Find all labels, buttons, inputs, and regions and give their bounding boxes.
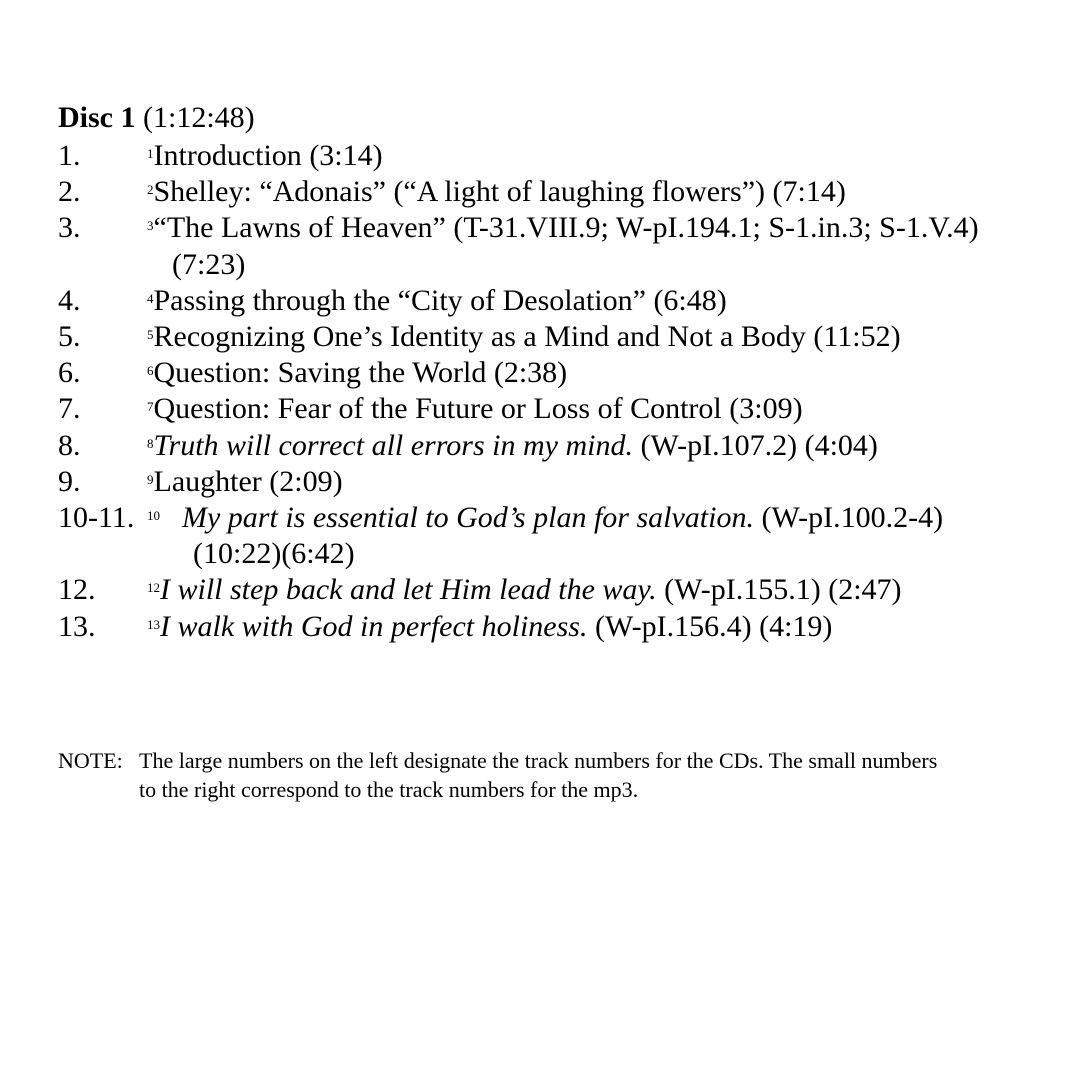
- cd-track-number: 8.: [58, 428, 81, 462]
- track-row: [58, 210, 1068, 282]
- track-row: [58, 138, 1068, 174]
- cd-track-number: 12.: [58, 573, 96, 607]
- cd-track-number: 1.: [58, 139, 81, 172]
- mp3-track-number: 9: [147, 471, 154, 487]
- cd-track-number: 6.: [58, 356, 81, 390]
- track-details: (3:09): [721, 392, 803, 426]
- track-title: “The Lawns of Heaven”: [153, 211, 446, 245]
- mp3-track-number: 1: [147, 146, 154, 161]
- track-title: I will step back and let Him lead the way.: [160, 573, 657, 607]
- track-details: (6:48): [645, 283, 727, 317]
- track-row: [58, 283, 1068, 319]
- track-row: [58, 174, 1068, 210]
- cd-track-number: 10-11.: [58, 501, 135, 535]
- track-row: [58, 319, 1068, 355]
- track-title: I walk with God in perfect holiness.: [160, 609, 588, 643]
- track-details: (W-pI.107.2) (4:04): [632, 428, 878, 462]
- track-row: [58, 391, 1068, 427]
- note-line-1: The large numbers on the left designate the track numbers for the CDs. The small numbers: [139, 748, 938, 773]
- track-list: [58, 138, 1068, 645]
- track-details: (W-pI.156.4) (4:19): [587, 609, 833, 643]
- mp3-track-number: 13: [147, 616, 160, 632]
- cd-track-number: 3.: [58, 211, 81, 245]
- mp3-track-number: 3: [147, 218, 154, 234]
- track-title: Passing through the “City of Desolation”: [153, 283, 646, 317]
- mp3-track-number: 2: [147, 182, 154, 198]
- cd-track-number: 9.: [58, 464, 81, 498]
- track-row: [58, 464, 1068, 500]
- track-details: (2:38): [486, 356, 568, 390]
- track-title: Truth will correct all errors in my mind.: [153, 428, 633, 462]
- mp3-track-number: 12: [147, 580, 160, 596]
- disc-duration: (1:12:48): [143, 101, 255, 134]
- note: [58, 746, 1058, 804]
- track-row: [58, 428, 1068, 464]
- cd-track-number: 4.: [58, 283, 81, 317]
- track-title: Laughter: [153, 464, 262, 498]
- track-row: [58, 609, 1068, 645]
- disc-label: Disc 1: [58, 101, 136, 134]
- cd-track-number: 7.: [58, 392, 81, 426]
- mp3-track-number: 4: [147, 290, 154, 306]
- track-title: Shelley: “Adonais” (“A light of laughing flowers”): [153, 175, 766, 209]
- track-details: (T-31.VIII.9; W-pI.194.1; S-1.in.3; S-1.V.4): [445, 211, 979, 245]
- mp3-track-number: 6: [147, 363, 154, 379]
- mp3-track-number: 5: [147, 327, 154, 343]
- track-details: (2:09): [261, 464, 343, 498]
- track-title: My part is essential to God’s plan for salvation.: [182, 501, 754, 535]
- mp3-track-number: 7: [147, 399, 154, 415]
- track-title: Introduction: [153, 139, 302, 172]
- mp3-track-number: 10: [147, 508, 160, 524]
- cd-track-number: 2.: [58, 175, 81, 209]
- cd-track-number: 13.: [58, 609, 96, 643]
- track-row: [58, 355, 1068, 391]
- track-details: (W-pI.100.2-4): [753, 501, 944, 535]
- note-line-2: to the right correspond to the track numbers for the mp3.: [139, 777, 639, 802]
- track-title: Question: Fear of the Future or Loss of Control: [153, 392, 722, 426]
- track-row: [58, 572, 1068, 608]
- note-label: NOTE:: [58, 748, 123, 773]
- track-details: (7:14): [765, 175, 846, 209]
- track-details: (W-pI.155.1) (2:47): [656, 573, 902, 607]
- track-details: (3:14): [301, 139, 383, 172]
- disc-heading: [58, 100, 255, 136]
- track-continuation: (10:22)(6:42): [193, 537, 355, 571]
- track-title: Question: Saving the World: [153, 356, 487, 390]
- track-title: Recognizing One’s Identity as a Mind and Not a Body: [153, 320, 806, 354]
- cd-track-number: 5.: [58, 320, 81, 354]
- track-continuation: (7:23): [172, 247, 246, 281]
- mp3-track-number: 8: [147, 435, 154, 451]
- track-details: (11:52): [805, 320, 901, 354]
- track-row: [58, 500, 1068, 572]
